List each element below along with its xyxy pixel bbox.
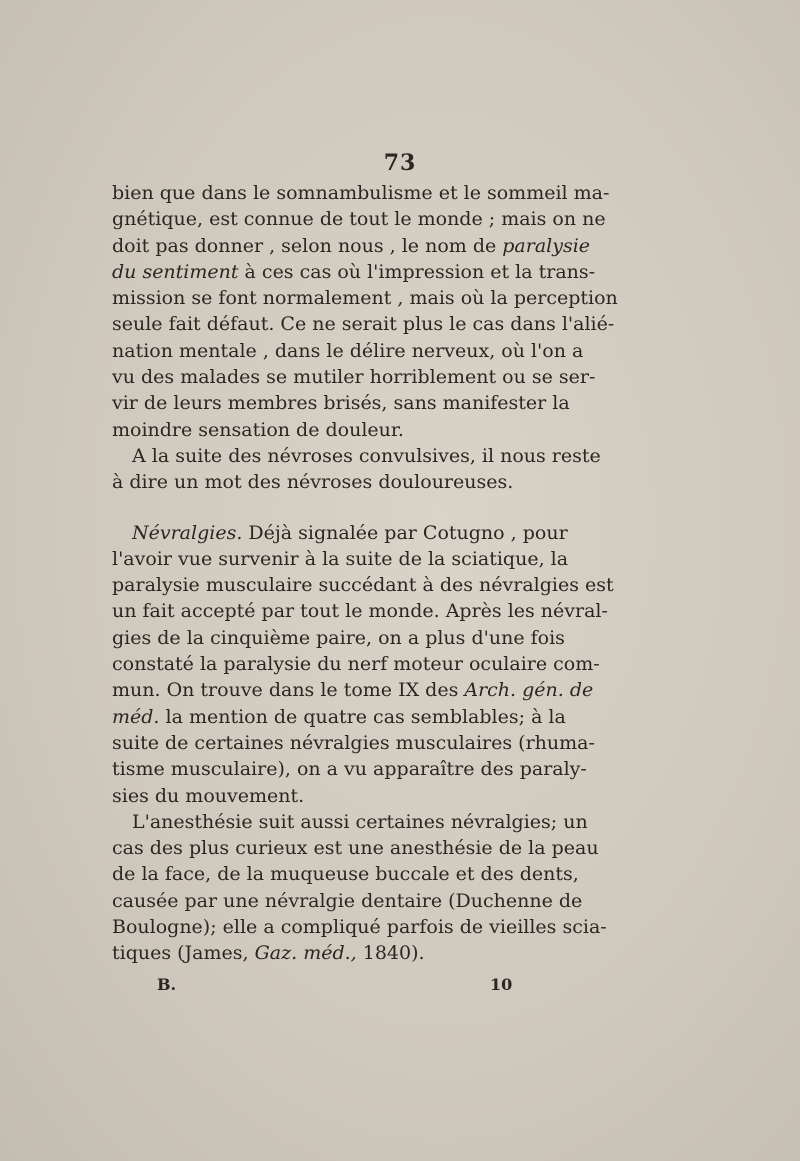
text-line <box>112 704 566 730</box>
paragraph <box>112 809 607 967</box>
text-line: vir de leurs membres brisés, sans manifester la <box>112 392 570 415</box>
text-line: moindre sensation de douleur. <box>112 418 404 441</box>
text-line: seule fait défaut. Ce ne serait plus le cas dans l'alié- <box>112 313 615 336</box>
section-gap <box>112 496 562 520</box>
text-line: cas des plus curieux est une anesthésie de la peau <box>112 837 599 860</box>
italic-term: paralysie <box>502 234 591 257</box>
text-span: la mention de quatre cas semblables; à la <box>159 705 566 728</box>
text-line <box>112 520 568 546</box>
text-line: L'anesthésie suit aussi certaines névralgies; un <box>132 810 588 833</box>
text-line: vu des malades se mutiler horriblement ou se ser- <box>112 366 596 389</box>
text-line: Boulogne); elle a compliqué parfois de vieilles scia- <box>112 916 607 939</box>
text-line: tisme musculaire), on a vu apparaître des paraly- <box>112 758 587 781</box>
body-text <box>112 180 618 967</box>
text-line: mission se font normalement , mais où la perception <box>112 287 618 310</box>
page-number: 73 <box>383 150 417 176</box>
italic-reference: Gaz. méd., <box>254 942 357 965</box>
section-title: Névralgies. <box>132 521 243 544</box>
text-line: à dire un mot des névroses douloureuses. <box>112 471 514 494</box>
italic-reference: méd. <box>112 705 160 728</box>
page-footer <box>112 975 562 1001</box>
text-span: à ces cas où l'impression et la trans- <box>238 260 596 283</box>
text-line: gnétique, est connue de tout le monde ; mais on ne <box>112 208 606 231</box>
text-span: tiques (James, <box>112 942 255 965</box>
italic-reference: Arch. gén. de <box>464 679 594 702</box>
text-line: gies de la cinquième paire, on a plus d'une fois <box>112 626 565 649</box>
text-span: 1840). <box>356 942 425 965</box>
text-line <box>112 259 596 285</box>
text-line <box>112 940 562 966</box>
text-span: doit pas donner , selon nous , le nom de <box>112 234 503 257</box>
text-line: paralysie musculaire succédant à des névralgies est <box>112 574 614 597</box>
text-line: suite de certaines névralgies musculaires (rhuma- <box>112 731 595 754</box>
signature-mark: B. <box>157 975 177 994</box>
text-line: constaté la paralysie du nerf moteur oculaire com- <box>112 653 600 676</box>
paragraph <box>112 180 618 443</box>
text-line: A la suite des névroses convulsives, il nous reste <box>132 444 601 467</box>
text-line: nation mentale , dans le délire nerveux, où l'on a <box>112 339 584 362</box>
text-line <box>112 677 594 703</box>
text-line: sies du mouvement. <box>112 784 305 807</box>
italic-term: du sentiment <box>112 260 239 283</box>
text-span: Déjà signalée par Cotugno , pour <box>242 521 568 544</box>
paragraph <box>112 443 601 496</box>
sheet-number: 10 <box>490 975 513 994</box>
text-line: l'avoir vue survenir à la suite de la sciatique, la <box>112 547 569 570</box>
text-line <box>112 233 591 259</box>
text-line: bien que dans le somnambulisme et le sommeil ma- <box>112 182 610 204</box>
text-line: causée par une névralgie dentaire (Duchenne de <box>112 889 583 912</box>
text-line: un fait accepté par tout le monde. Après les névral- <box>112 600 608 623</box>
text-span: mun. On trouve dans le tome IX des <box>112 679 465 702</box>
text-line: de la face, de la muqueuse buccale et des dents, <box>112 863 579 886</box>
paragraph <box>112 520 614 809</box>
